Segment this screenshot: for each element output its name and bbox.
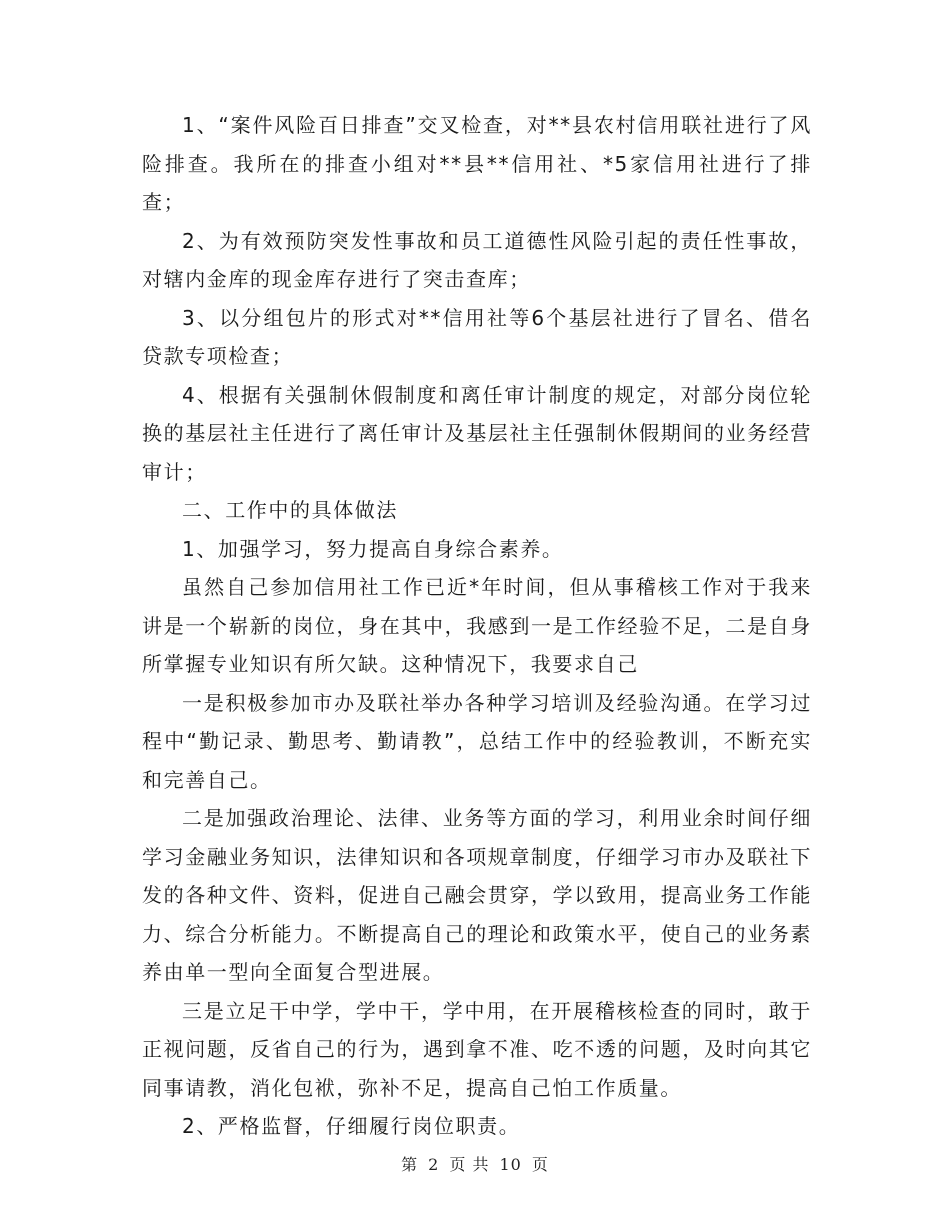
paragraph-4: 4、根据有关强制休假制度和离任审计制度的规定，对部分岗位轮换的基层社主任进行了离任审计及基层社主任强制休假期间的业务经营审计； [142, 382, 812, 484]
paragraph-2: 2、为有效预防突发性事故和员工道德性风险引起的责任性事故，对辖内金库的现金库存进行了突击查库； [142, 228, 812, 291]
footer-total-pages: 10 [499, 1155, 522, 1174]
footer-page-number: 2 [428, 1155, 440, 1174]
page-footer [0, 1152, 950, 1175]
paragraph-7: 二是加强政治理论、法律、业务等方面的学习，利用业余时间仔细学习金融业务知识，法律知识和各项规章制度，仔细学习市办及联社下发的各种文件、资料，促进自己融会贯穿，学以致用，提高业务工作能力、综合分析能力。不断提高自己的理论和政策水平，使自己的业务素养由单一型向全面复合型进展。 [142, 806, 812, 984]
subheading-1: 1、加强学习，努力提高自身综合素养。 [182, 536, 564, 561]
section-heading: 二、工作中的具体做法 [182, 498, 398, 522]
paragraph-8: 三是立足干中学，学中干，学中用，在开展稽核检查的同时，敢于正视问题，反省自己的行为，遇到拿不准、吃不透的问题，及时向其它同事请教，消化包袱，弥补不足，提高自己怕工作质量。 [142, 998, 812, 1100]
paragraph-6: 一是积极参加市办及联社举办各种学习培训及经验沟通。在学习过程中“勤记录、勤思考、勤请教”，总结工作中的经验教训，不断充实和完善自己。 [142, 690, 812, 792]
paragraph-1: 1、“案件风险百日排查”交叉检查，对**县农村信用联社进行了风险排查。我所在的排查小组对**县**信用社、*5家信用社进行了排查； [142, 113, 812, 214]
footer-middle: 页 共 [449, 1155, 490, 1174]
footer-suffix: 页 [531, 1155, 549, 1174]
paragraph-3: 3、以分组包片的形式对**信用社等6个基层社进行了冒名、借名贷款专项检查； [142, 305, 812, 368]
paragraph-5: 虽然自己参加信用社工作已近*年时间，但从事稽核工作对于我来讲是一个崭新的岗位，身在其中，我感到一是工作经验不足，二是自身所掌握专业知识有所欠缺。这种情况下，我要求自己 [142, 575, 812, 676]
subheading-2: 2、严格监督，仔细履行岗位职责。 [182, 1114, 521, 1138]
document-body [142, 106, 812, 1146]
footer-prefix: 第 [401, 1155, 419, 1174]
